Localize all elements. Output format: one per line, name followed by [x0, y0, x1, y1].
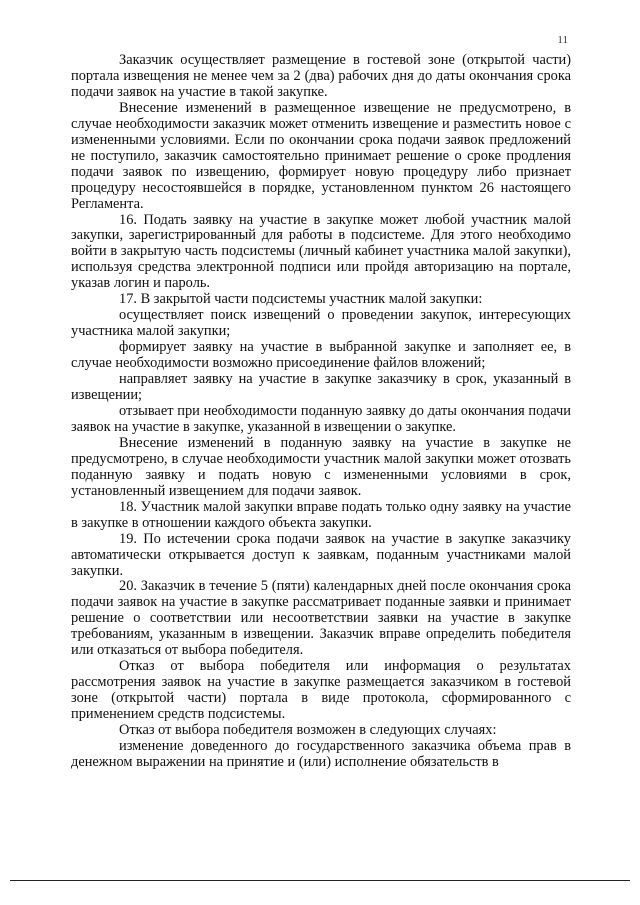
paragraph: 20. Заказчик в течение 5 (пяти) календарных дней после окончания срока подачи заявок на участие в закупке рассматривает поданные заявки и принимает решение о соответствии или несоответствии заявки на участие в закупке требованиям, указанным в извещении. Заказчик вправе определить победителя или отказаться от выбора победителя. — [71, 578, 571, 659]
paragraph: Внесение изменений в поданную заявку на участие в закупке не предусмотрено, в случае необходимости участник малой закупки может отозвать поданную заявку и подать новую с измененными условиями в срок, установленный извещением для подачи заявок. — [71, 434, 571, 499]
paragraph: 17. В закрытой части подсистемы участник малой закупки: — [119, 291, 483, 308]
paragraph: Отказ от выбора победителя или информация о результатах рассмотрения заявок на участие в закупке размещается заказчиком в гостевой зоне (открытой части) портала в виде протокола, сформированного с применением средств подсистемы. — [71, 658, 571, 723]
paragraph: 18. Участник малой закупки вправе подать только одну заявку на участие в закупке в отношении каждого объекта закупки. — [71, 498, 571, 531]
paragraph: 16. Подать заявку на участие в закупке может любой участник малой закупки, зарегистрированный для работы в подсистеме. Для этого необходимо войти в закрытую часть подсистемы (личный кабинет участника малой закупки), используя средства электронной подписи или пройдя авторизацию на портале, указав логин и пароль. — [71, 211, 571, 292]
page-bottom-edge — [10, 880, 630, 881]
paragraph: Внесение изменений в размещенное извещение не предусмотрено, в случае необходимости заказчик может отменить извещение и разместить новое с измененными условиями. Если по окончании срока подачи заявок предложений не поступило, заказчик самостоятельно принимает решение о сроке продления подачи заявок по извещению, формирует новую процедуру либо признает процедуру несостоявшейся в порядке, установленном пунктом 26 настоящего Регламента. — [71, 99, 571, 212]
paragraph: Отказ от выбора победителя возможен в следующих случаях: — [119, 722, 497, 739]
paragraph: Заказчик осуществляет размещение в гостевой зоне (открытой части) портала извещения не менее чем за 2 (два) рабочих дня до даты окончания срока подачи заявок на участие в такой закупке. — [71, 52, 571, 100]
paragraph: изменение доведенного до государственного заказчика объема прав в денежном выражении на принятие и (или) исполнение обязательств в — [71, 737, 571, 770]
paragraph: осуществляет поиск извещений о проведении закупок, интересующих участника малой закупки; — [71, 307, 571, 340]
page-number: 11 — [557, 34, 568, 46]
paragraph: формирует заявку на участие в выбранной закупке и заполняет ее, в случае необходимости возможно присоединение файлов вложений; — [71, 339, 571, 372]
paragraph: отзывает при необходимости поданную заявку до даты окончания подачи заявок на участие в закупке, указанной в извещении о закупке. — [71, 402, 571, 435]
paragraph: 19. По истечении срока подачи заявок на участие в закупке заказчику автоматически открывается доступ к заявкам, поданным участниками малой закупки. — [71, 530, 571, 579]
paragraph: направляет заявку на участие в закупке заказчику в срок, указанный в извещении; — [71, 371, 571, 404]
body-text — [71, 53, 571, 771]
